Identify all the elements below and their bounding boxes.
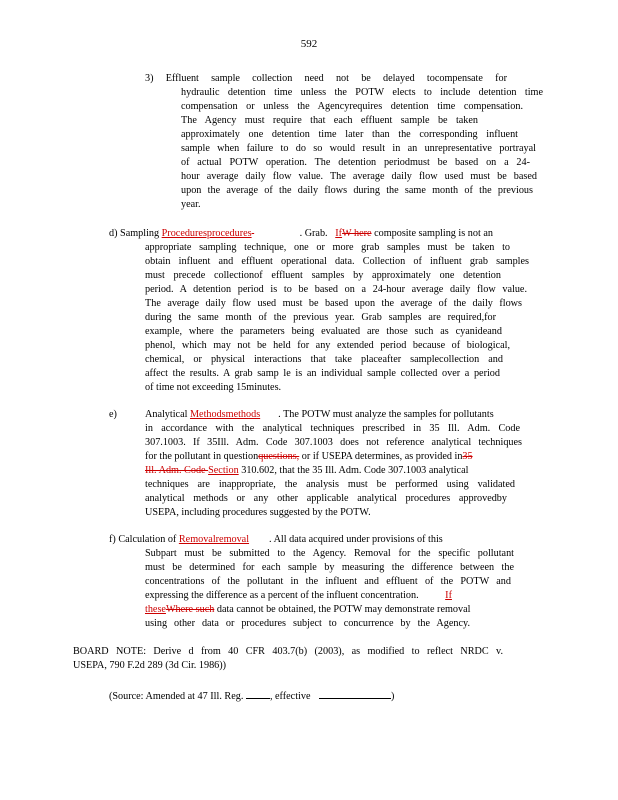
item-e-text: for the pollutant in question xyxy=(145,451,259,462)
item-f-line xyxy=(145,603,470,617)
item-f-line: Subpart must be submitted to the Agency. Removal for the specific pollutant xyxy=(145,548,514,559)
item-d-text: . Grab. xyxy=(299,228,331,239)
board-note-line: BOARD NOTE: Derive d from 40 CFR 403.7(b) (2003), as modified to reflect NRDC v. xyxy=(73,646,503,657)
item-e-line: USEPA, including procedures suggested by the POTW. xyxy=(145,507,371,518)
deleted-text: Where such xyxy=(165,604,215,615)
effective-date-blank xyxy=(319,688,391,699)
source-text: , effective xyxy=(269,691,311,702)
item-f-line: using other data or procedures subject to concurrence by the Agency. xyxy=(145,618,470,629)
item-e-label: e) xyxy=(109,409,117,420)
item-3-line: 3) Effluent sample collection need not be delayed tocompensate for xyxy=(145,73,507,84)
register-issue-blank xyxy=(246,688,270,699)
item-3-line: of actual POTW operation. The detention periodmust be based on a 24- xyxy=(181,157,530,168)
item-e-line: techniques are inappropriate, the analysis must be performed using validated xyxy=(145,479,515,490)
deleted-text: Ill. Adm. Code xyxy=(145,465,209,476)
item-d-heading xyxy=(109,227,493,241)
board-note-line: USEPA, 790 F.2d 289 (3d Cir. 1986)) xyxy=(73,660,227,671)
item-d-line: example, where the parameters being evaluated are those such as cyanideand xyxy=(145,326,502,337)
item-d-line: must precede collectionof effluent samples by approximately one detention xyxy=(145,270,501,281)
source-text: ) xyxy=(391,691,395,702)
item-3-line: hour average daily flow value. The average daily flow used must be based xyxy=(181,171,537,182)
item-e-text: 310.602, that the 35 Ill. Adm. Code 307.1003 analytical xyxy=(238,465,469,476)
item-e-title: Analytical xyxy=(145,409,190,420)
item-3-line: compensation or unless the Agencyrequires detention time compensation. xyxy=(181,101,523,112)
item-e-heading xyxy=(145,408,494,422)
deleted-text: 35 xyxy=(462,451,473,462)
item-3-line: upon the average of the daily flows during the same month of the previous xyxy=(181,185,533,196)
item-d-line: period. A detention period is to be based on a 24-hour average daily flow value. xyxy=(145,284,527,295)
item-f-label: f) Calculation of xyxy=(109,534,179,545)
inserted-text: Section xyxy=(208,465,239,476)
page-number: 592 xyxy=(300,38,318,50)
source-text: (Source: Amended at 47 Ill. Reg. xyxy=(109,691,244,702)
item-d-text: composite sampling is not an xyxy=(371,228,493,239)
item-f-line xyxy=(145,589,452,603)
item-f-text: . All data acquired under provisions of this xyxy=(269,534,443,545)
inserted-text: Proceduresprocedures xyxy=(161,228,252,239)
item-e-text: . The POTW must analyze the samples for pollutants xyxy=(278,409,494,420)
item-f-line: must be determined for each sample by measuring the difference between the xyxy=(145,562,514,573)
inserted-text: If xyxy=(445,590,452,601)
item-d-line: of time not exceeding 15minutes. xyxy=(145,382,282,393)
item-f-heading xyxy=(109,533,443,547)
item-e-line xyxy=(145,464,468,478)
item-e-line: 307.1003. If 35Ill. Adm. Code 307.1003 does not reference analytical techniques xyxy=(145,437,522,448)
item-3-line: The Agency must require that each effluent sample be taken xyxy=(181,115,478,126)
item-d-line: chemical, or physical interactions that take placeafter samplecollection and xyxy=(145,354,503,365)
item-d-line: appropriate sampling technique, one or more grab samples must be taken to xyxy=(145,242,510,253)
item-d-line: during the same month of the previous year. Grab samples are required,for xyxy=(145,312,496,323)
item-e-line: in accordance with the analytical techniques prescribed in 35 Ill. Adm. Code xyxy=(145,423,520,434)
inserted-text: Removalremoval xyxy=(178,534,250,545)
item-f-line: concentrations of the pollutant in the influent and effluent of the POTW and xyxy=(145,576,511,587)
item-3-line: approximately one detention time later than the corresponding influent xyxy=(181,129,518,140)
item-d-line: obtain influent and effluent operational data. Collection of influent grab samples xyxy=(145,256,529,267)
item-f-text: expressing the difference as a percent of the influent concentration. xyxy=(145,590,422,601)
item-d-line: phenol, which may not be held for any extended period because of biological, xyxy=(145,340,510,351)
deleted-text: W here xyxy=(342,228,372,239)
item-3-line: sample when failure to do so would result in an unrepresentative portrayal xyxy=(181,143,536,154)
item-d-line: The average daily flow used must be based upon the average of the daily flows xyxy=(145,298,522,309)
inserted-text: these xyxy=(145,604,166,615)
item-d-label: d) Sampling xyxy=(109,228,162,239)
item-d-line: affect the results. A grab samp le is an individual sample collected over a period xyxy=(145,368,500,379)
item-3-line: hydraulic detention time unless the POTW elects to include detention time xyxy=(181,87,543,98)
deleted-blank xyxy=(252,227,300,241)
item-e-text: or if USEPA determines, as provided in xyxy=(299,451,463,462)
item-f-text: data cannot be obtained, the POTW may demonstrate removal xyxy=(214,604,471,615)
source-line xyxy=(109,688,394,704)
item-e-line: analytical methods or any other applicable analytical procedures approvedby xyxy=(145,493,507,504)
inserted-text: If xyxy=(335,228,343,239)
deleted-text: questions, xyxy=(258,451,300,462)
item-e-line xyxy=(145,450,473,464)
item-3-line: year. xyxy=(181,199,201,210)
inserted-text: Methodsmethods xyxy=(189,409,261,420)
